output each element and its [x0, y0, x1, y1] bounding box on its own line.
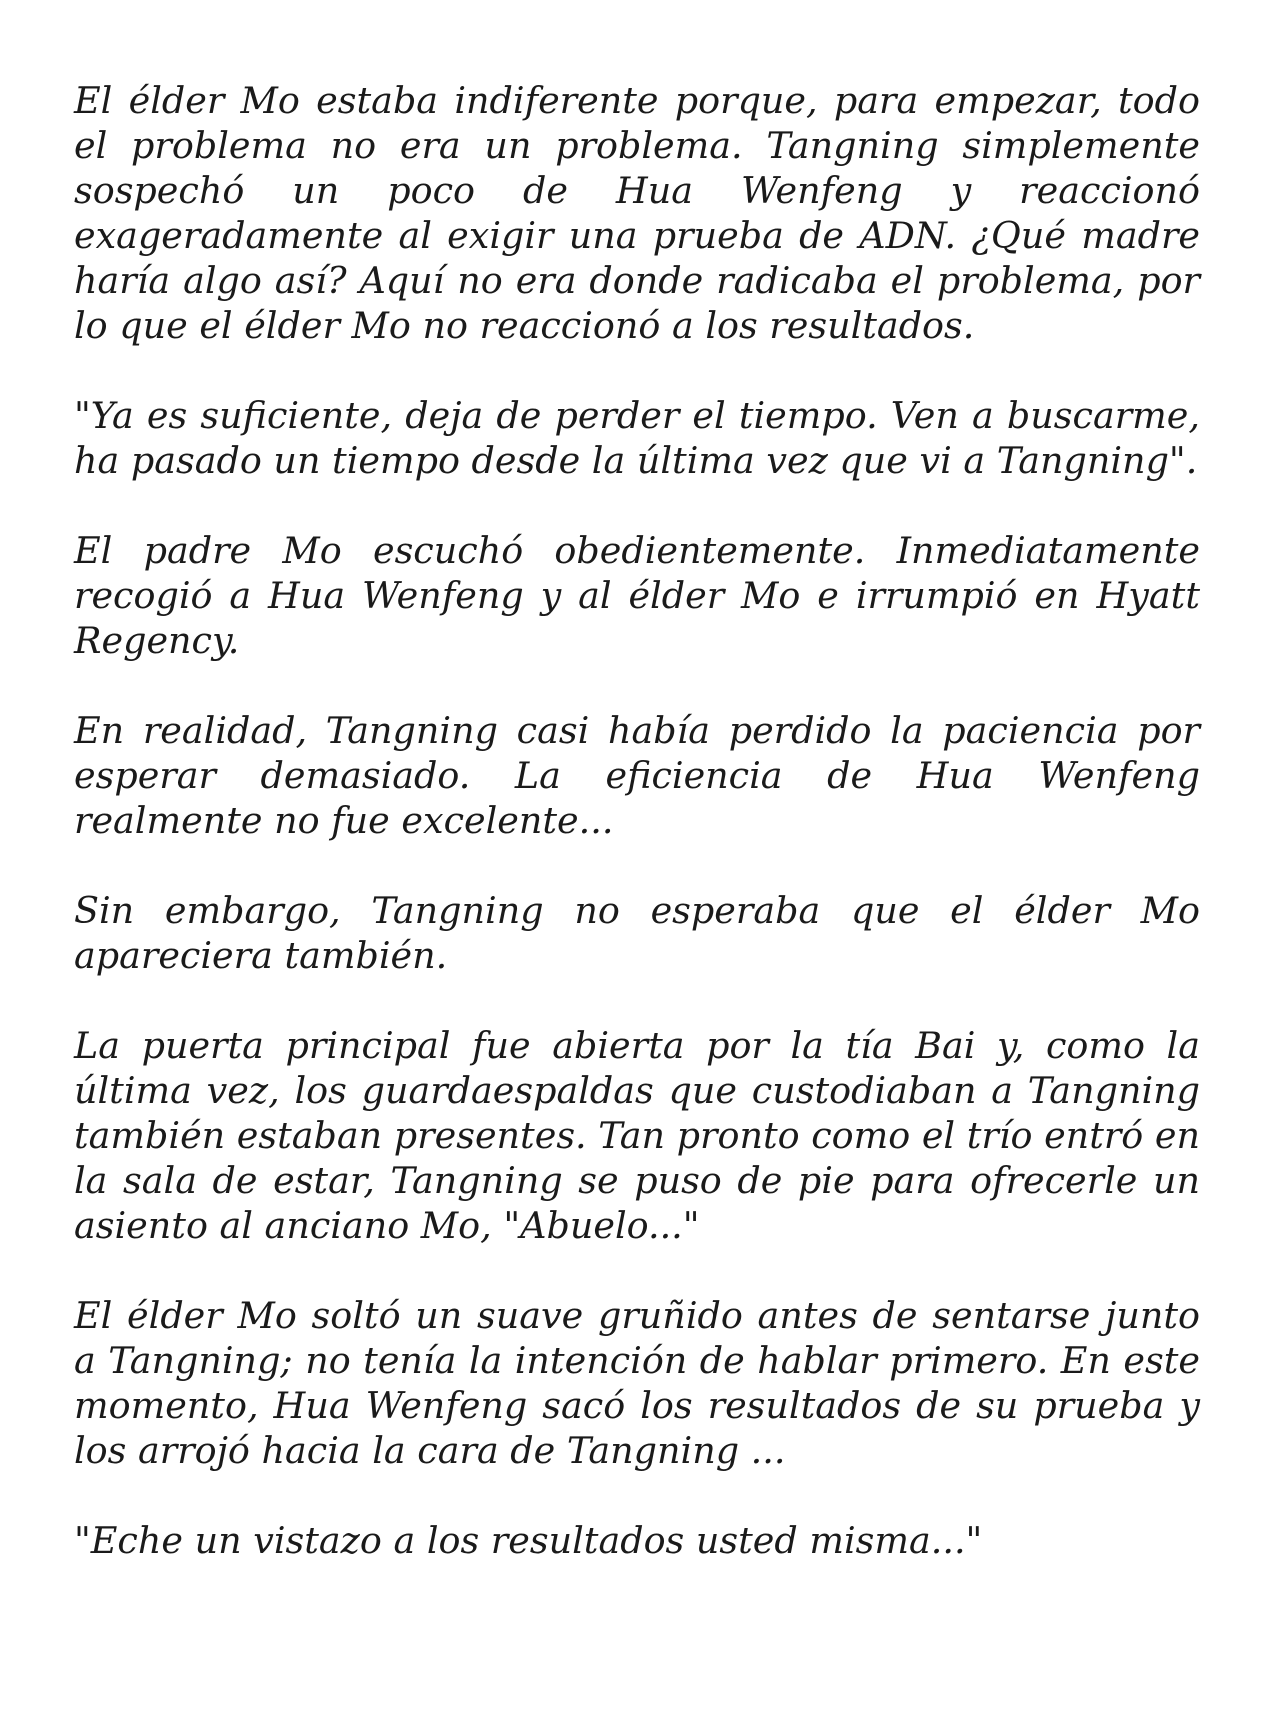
paragraph-4: En realidad, Tangning casi había perdido la paciencia por esperar demasiado. La eficiencia de Hua Wenfeng realmente no fue excelente... [74, 709, 1200, 842]
paragraph-7: El élder Mo soltó un suave gruñido antes de sentarse junto a Tangning; no tenía la intención de hablar primero. En este momento, Hua Wenfeng sacó los resultados de su prueba y los arrojó hacia la cara de Tangning ... [74, 1294, 1200, 1472]
paragraph-6: La puerta principal fue abierta por la tía Bai y, como la última vez, los guardaespaldas que custodiaban a Tangning también estaban presentes. Tan pronto como el trío entró en la sala de estar, Tangning se puso de pie para ofrecerle un asiento al anciano Mo, "Abuelo..." [74, 1024, 1200, 1247]
paragraph-8: "Eche un vistazo a los resultados usted misma..." [74, 1519, 983, 1562]
document-page [74, 78, 1200, 1563]
paragraph-5: Sin embargo, Tangning no esperaba que el élder Mo apareciera también. [74, 889, 1200, 977]
paragraph-1: El élder Mo estaba indiferente porque, para empezar, todo el problema no era un problema. Tangning simplemente sospechó un poco de Hua Wenfeng y reaccionó exageradamente al exigir una prueba de ADN. ¿Qué madre haría algo así? Aquí no era donde radicaba el problema, por lo que el élder Mo no reaccionó a los resultados. [74, 79, 1200, 347]
paragraph-3: El padre Mo escuchó obedientemente. Inmediatamente recogió a Hua Wenfeng y al élder Mo e irrumpió en Hyatt Regency. [74, 529, 1200, 662]
paragraph-2: "Ya es suficiente, deja de perder el tiempo. Ven a buscarme, ha pasado un tiempo desde la última vez que vi a Tangning". [74, 394, 1200, 482]
